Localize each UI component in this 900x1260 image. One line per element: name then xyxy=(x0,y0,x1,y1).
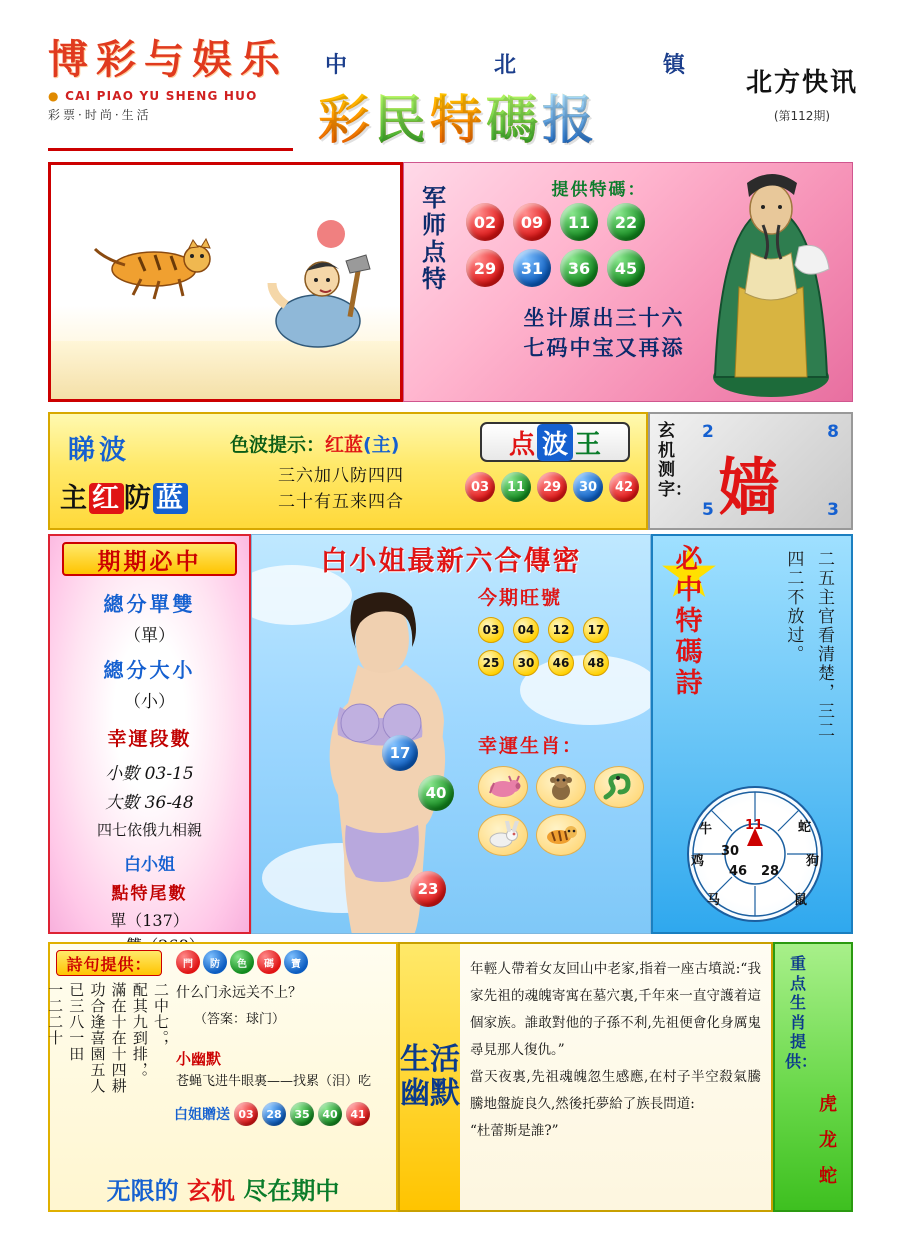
lottery-ball: 03 xyxy=(234,1102,258,1126)
hot-numbers-row-1 xyxy=(478,617,609,643)
lottery-ball: 28 xyxy=(262,1102,286,1126)
man-icon xyxy=(266,243,376,353)
hot-number: 48 xyxy=(583,650,609,676)
joke-heading: 小幽默 xyxy=(176,1050,222,1068)
dibo-panel xyxy=(48,412,648,530)
baixiaojie-title: 白小姐最新六合傳密 xyxy=(320,546,582,577)
zodiac-grid xyxy=(478,766,646,856)
junshi-label: 军师点特 xyxy=(422,183,446,293)
shiju-heading: 詩句提供： xyxy=(56,950,162,976)
xuanji-corner-tl: 2 xyxy=(702,422,714,442)
youmo-paragraph: 年輕人帶着女友回山中老家,指着一座古墳説:“我家先祖的魂魄寄寓在墓穴裏,千年來一直守護着這個家族。誰敢對他的子孫不利,先祖便會化身厲鬼尋見那人復仇。” xyxy=(470,961,761,1058)
hot-number: 25 xyxy=(478,650,504,676)
page-title xyxy=(318,78,598,153)
dibo-poem-line-2: 二十有五来四合 xyxy=(278,491,404,512)
shiju-verse-col: 功合逢喜園五人 xyxy=(88,982,107,1094)
lottery-ball: 09 xyxy=(513,203,551,241)
shiju-panel xyxy=(48,942,398,1212)
hot-numbers-heading: 今期旺號 xyxy=(478,587,563,609)
dibo-hint-label: 色波提示： xyxy=(230,434,326,456)
title-char-3: 特 xyxy=(430,90,487,151)
xuanji-label: 玄机测字： xyxy=(658,421,692,500)
qiqi-panel xyxy=(48,534,251,934)
shiju-verse-col: 配其九到排，。 xyxy=(130,982,149,1087)
qiqi-line-11: 單（137） xyxy=(110,911,189,930)
scholar-statue-icon xyxy=(699,167,844,399)
dibo-sub-red: 红 xyxy=(89,483,124,514)
qiqi-line-6: 小數 03-15 xyxy=(105,764,194,784)
qiqi-line-4: （小） xyxy=(124,692,175,712)
qiqi-line-5: 幸運段數 xyxy=(107,728,192,750)
junshi-heading: 提供特碼： xyxy=(551,180,647,200)
xuanji-corner-br: 3 xyxy=(827,500,839,520)
lucky-zodiac-heading: 幸運生肖： xyxy=(478,735,584,757)
shiju-verse-col: 一二二十 xyxy=(46,982,65,1046)
cartoon-illustration xyxy=(48,162,403,402)
footer-part-2: 玄机 xyxy=(187,1176,235,1205)
xuanji-corner-tr: 8 xyxy=(827,422,839,442)
youmo-label xyxy=(400,944,460,1210)
bizhong-poem: 二五主官看清楚，三二四二不放过。 xyxy=(783,550,834,740)
lottery-ball: 36 xyxy=(560,249,598,287)
lottery-ball: 02 xyxy=(466,203,504,241)
joke-text: 苍蝇飞进牛眼裏——找累（泪）吃 xyxy=(176,1074,372,1089)
lottery-ball: 11 xyxy=(560,203,598,241)
top-strip-1: 中 xyxy=(325,52,348,78)
footer-part-3: 尽在期中 xyxy=(243,1176,340,1205)
riddle-answer: （答案：球门） xyxy=(194,1012,286,1027)
shiju-verse-columns xyxy=(46,982,170,1094)
dibo-ball-row xyxy=(465,472,639,502)
top-strip-2: 北 xyxy=(493,52,516,78)
zodiac-monkey-icon xyxy=(536,766,586,808)
lottery-ball: 23 xyxy=(410,871,446,907)
title-char-4: 碼 xyxy=(486,90,543,151)
title-char-5: 报 xyxy=(542,90,599,151)
zodiac-rabbit-icon xyxy=(478,814,528,856)
badge-ball: 寶 xyxy=(284,950,308,974)
lottery-ball: 42 xyxy=(609,472,639,502)
hot-number: 17 xyxy=(583,617,609,643)
dibo-poem xyxy=(278,464,404,515)
hot-number: 04 xyxy=(513,617,539,643)
junshi-panel xyxy=(403,162,853,402)
riddle-question: 什么门永远关不上？ xyxy=(176,985,302,1001)
qiqi-line-1: 總分單雙 xyxy=(103,592,196,616)
lottery-ball: 40 xyxy=(418,775,454,811)
title-char-2: 民 xyxy=(374,90,431,151)
wheel-bottom-right: 鼠 xyxy=(793,893,807,908)
wheel-left: 鸡 xyxy=(691,854,705,869)
zhongdian-animal: 虎 xyxy=(819,1094,837,1115)
qiqi-line-2: （單） xyxy=(124,626,175,646)
lottery-ball: 03 xyxy=(465,472,495,502)
baixiaojie-panel xyxy=(251,534,651,934)
wheel-right: 狗 xyxy=(805,854,819,869)
zhongdian-label: 重点生肖提供： xyxy=(785,954,818,1071)
badge-ball: 門 xyxy=(176,950,200,974)
youmo-paragraph: “杜蕾斯是誰?” xyxy=(470,1123,559,1139)
lottery-ball: 41 xyxy=(346,1102,370,1126)
top-strip-3: 镇 xyxy=(662,52,685,78)
shiju-verse-col: 滿在十在十四耕 xyxy=(109,982,128,1094)
bizhong-panel xyxy=(651,534,853,934)
zhongdian-animal: 蛇 xyxy=(819,1166,837,1187)
zodiac-snake-icon xyxy=(594,766,644,808)
lottery-ball: 29 xyxy=(466,249,504,287)
zodiac-wheel xyxy=(687,786,823,922)
qiqi-line-9: 白小姐 xyxy=(124,855,175,875)
issue-number: (第112期) xyxy=(773,109,831,123)
dianbo-stamp xyxy=(480,422,630,462)
dibo-poem-line-1: 三六加八防四四 xyxy=(278,466,404,486)
zhongdian-animal-list xyxy=(815,1090,841,1198)
lottery-ball: 11 xyxy=(501,472,531,502)
xuanji-character: 嫱 xyxy=(718,451,781,524)
dibo-sub-fang: 防 xyxy=(124,483,153,514)
masthead-rule xyxy=(48,148,293,151)
lottery-ball: 22 xyxy=(607,203,645,241)
hot-number: 30 xyxy=(513,650,539,676)
zodiac-pig-icon xyxy=(478,766,528,808)
dibo-sub-main: 主 xyxy=(60,483,89,514)
row-cartoon-junshi xyxy=(48,162,853,402)
footer-part-1: 无限的 xyxy=(106,1176,179,1205)
lottery-ball: 31 xyxy=(513,249,551,287)
dianbo-char-1: 点 xyxy=(508,429,535,460)
wheel-center-left: 30 xyxy=(721,844,740,859)
lottery-ball: 29 xyxy=(537,472,567,502)
youmo-label-text: 生活幽默 xyxy=(400,1042,460,1111)
row-main-features xyxy=(48,534,853,934)
dianbo-char-2: 波 xyxy=(537,424,573,461)
lottery-ball: 30 xyxy=(573,472,603,502)
masthead-subtitle: 彩票·时尚·生活 xyxy=(48,108,152,122)
dibo-title: 睇波 xyxy=(68,435,130,466)
junshi-poem-line-2: 七码中宝又再添 xyxy=(523,335,685,361)
xuanji-panel xyxy=(648,412,853,530)
wheel-center-top: 11 xyxy=(745,818,764,833)
shiju-verse-col: 二中七。， xyxy=(152,982,170,1055)
zodiac-tiger-icon xyxy=(536,814,586,856)
row-bottom-features xyxy=(48,942,853,1212)
baixiao-gift-row xyxy=(174,1102,370,1126)
publication-info xyxy=(746,62,858,124)
lottery-ball: 17 xyxy=(382,735,418,771)
badge-ball: 色 xyxy=(230,950,254,974)
qiqi-line-7: 大數 36-48 xyxy=(105,793,194,813)
row-dibo-xuanji xyxy=(48,412,853,530)
dibo-hint xyxy=(230,430,399,457)
hot-numbers-row-2 xyxy=(478,650,609,676)
dibo-hint-color: 红蓝 xyxy=(325,434,364,456)
masthead-logo: 博彩与娱乐 xyxy=(48,36,288,83)
badge-ball: 防 xyxy=(203,950,227,974)
lottery-ball: 35 xyxy=(290,1102,314,1126)
qiqi-line-8: 四七依俄九相親 xyxy=(96,821,202,839)
shiju-footer xyxy=(50,1171,396,1206)
youmo-body xyxy=(460,944,771,1210)
lottery-ball: 40 xyxy=(318,1102,342,1126)
hot-number: 12 xyxy=(548,617,574,643)
dibo-sub-blue: 蓝 xyxy=(153,483,188,514)
youmo-paragraph: 當天夜裏,先祖魂魄忽生感應,在村子半空殺氣騰騰地盤旋良久,然後托夢給了族長問道: xyxy=(470,1069,761,1112)
dianbo-char-3: 王 xyxy=(575,429,602,460)
wheel-top-right: 蛇 xyxy=(797,820,811,835)
xuanji-corner-bl: 5 xyxy=(702,500,714,520)
masthead-pinyin: ● CAI PIAO YU SHENG HUO xyxy=(48,89,258,103)
bizhong-title: 必中特碼詩 xyxy=(675,544,703,700)
zhongdian-animal: 龙 xyxy=(819,1130,837,1151)
hot-number: 03 xyxy=(478,617,504,643)
wheel-center-bottom-right: 28 xyxy=(761,864,780,879)
wheel-bottom-left: 马 xyxy=(707,893,721,908)
wheel-center-bottom-left: 46 xyxy=(729,864,748,879)
title-char-1: 彩 xyxy=(318,90,375,151)
hot-number: 46 xyxy=(548,650,574,676)
shiju-top-badges xyxy=(176,950,308,974)
lucky-zodiac-section xyxy=(478,731,646,856)
lottery-ball: 45 xyxy=(607,249,645,287)
shiju-verse-col: 已三八一田 xyxy=(67,982,86,1062)
tiger-icon xyxy=(89,235,219,305)
youmo-panel xyxy=(398,942,773,1212)
qiqi-line-3: 總分大小 xyxy=(103,658,196,682)
publication-name: 北方快讯 xyxy=(745,68,858,98)
hot-numbers-section xyxy=(478,583,609,676)
qiqi-line-10: 點特尾數 xyxy=(111,884,188,904)
zhongdian-panel xyxy=(773,942,853,1212)
junshi-poem-line-1: 坐计原出三十六 xyxy=(523,305,685,330)
qiqi-banner: 期期必中 xyxy=(62,542,237,576)
dibo-subtitle xyxy=(60,476,188,515)
baixiao-gift-label: 白姐贈送 xyxy=(174,1107,230,1123)
dibo-hint-zhu: (主) xyxy=(363,434,400,456)
wheel-top-left: 牛 xyxy=(699,822,713,837)
badge-ball: 碼 xyxy=(257,950,281,974)
